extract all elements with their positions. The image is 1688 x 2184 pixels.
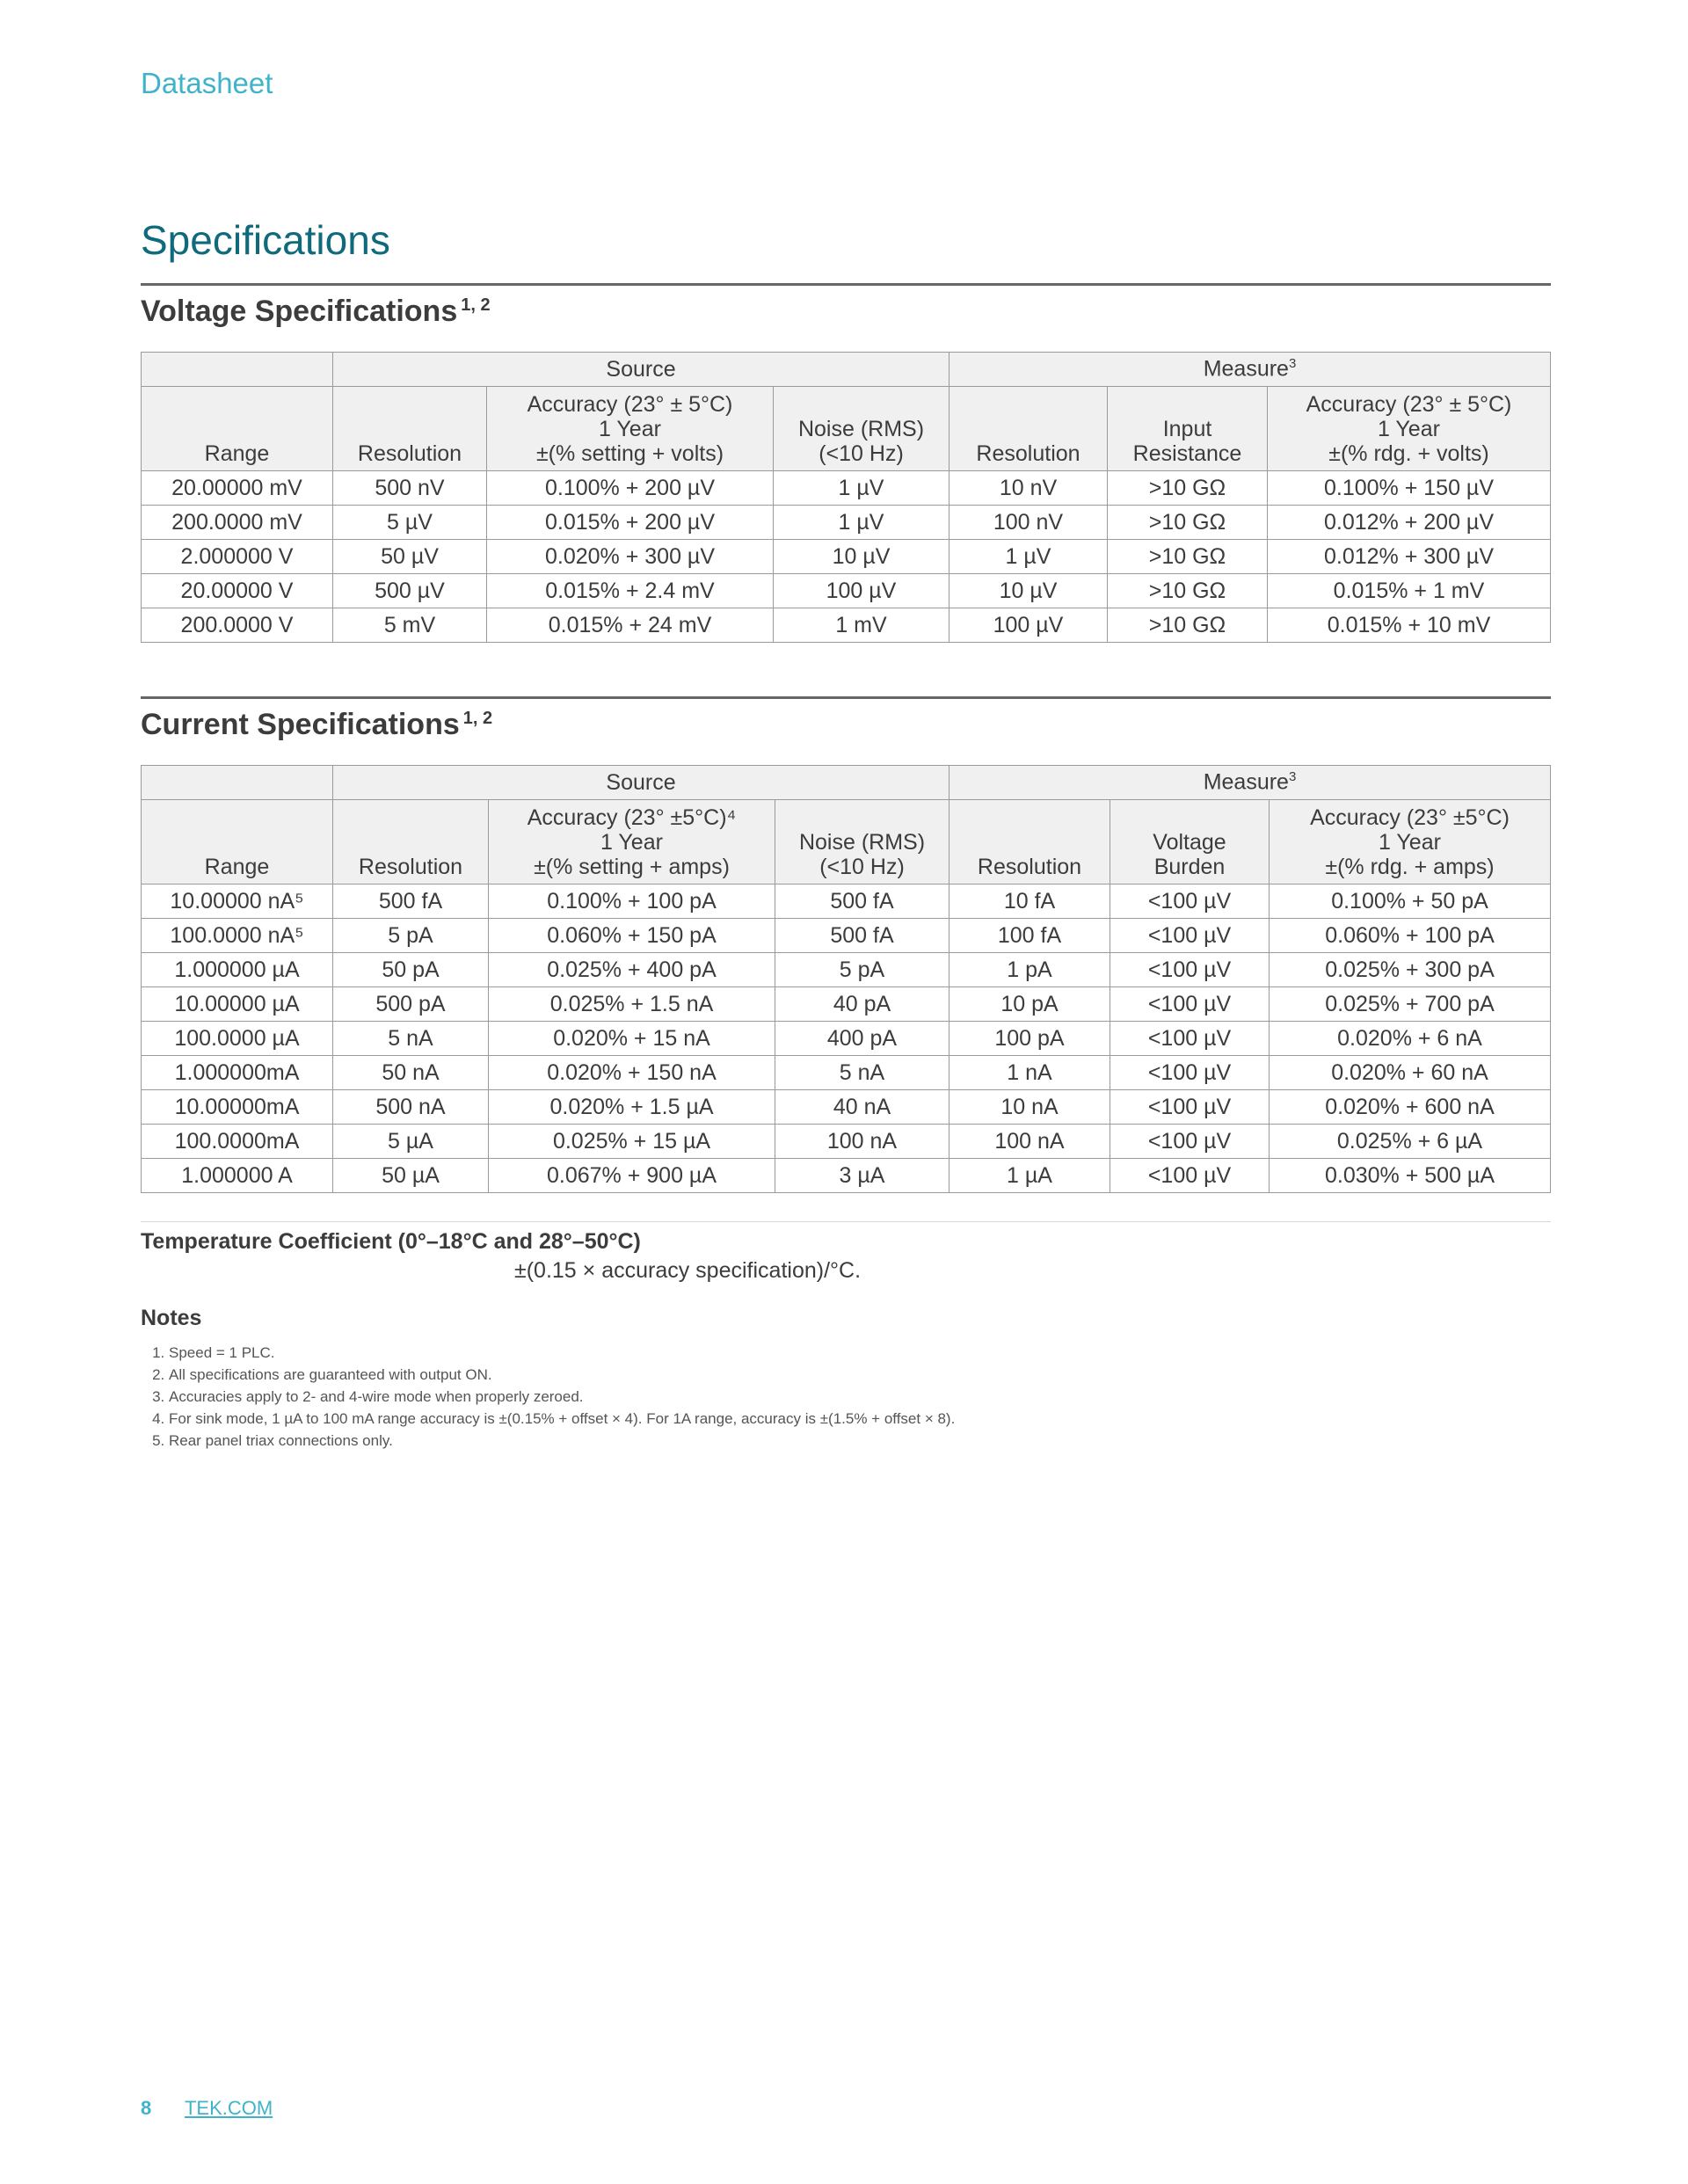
table-cell: 5 µA	[333, 1125, 489, 1159]
voltage-spec-table	[141, 352, 1551, 643]
table-cell: >10 GΩ	[1108, 506, 1268, 540]
table-row	[142, 885, 1551, 919]
table-cell: 100 µV	[774, 574, 950, 608]
table-cell: 1 µA	[950, 1159, 1110, 1193]
empty-header-cell	[142, 766, 333, 800]
source-group-header: Source	[333, 766, 950, 800]
table-cell: <100 µV	[1110, 919, 1270, 953]
current-section-title: Current Specifications $^{1, 2}$	[141, 708, 493, 741]
table-cell: <100 µV	[1110, 1090, 1270, 1125]
table-cell: 0.015% + 24 mV	[487, 608, 774, 643]
column-header: Voltage Burden	[1110, 800, 1270, 885]
table-cell: 100 fA	[950, 919, 1110, 953]
table-cell: 0.020% + 300 µV	[487, 540, 774, 574]
table-cell: <100 µV	[1110, 1022, 1270, 1056]
column-header: Accuracy (23° ± 5°C) 1 Year ±(% rdg. + volts)	[1268, 387, 1551, 471]
table-cell: 1 µV	[950, 540, 1108, 574]
table-cell: 100 nA	[775, 1125, 950, 1159]
table-row	[142, 1056, 1551, 1090]
table-cell: 5 pA	[775, 953, 950, 987]
table-cell: 100 nA	[950, 1125, 1110, 1159]
table-row	[142, 1090, 1551, 1125]
column-header: Accuracy (23° ±5°C) 1 Year ±(% rdg. + amps)	[1270, 800, 1551, 885]
table-cell: 0.060% + 100 pA	[1270, 919, 1551, 953]
table-cell: 100 pA	[950, 1022, 1110, 1056]
table-cell: 200.0000 mV	[142, 506, 333, 540]
table-cell: 1.000000mA	[142, 1056, 333, 1090]
table-cell: 0.020% + 150 nA	[489, 1056, 775, 1090]
note-item: 5. Rear panel triax connections only.	[169, 1430, 1551, 1452]
table-cell: 0.060% + 150 pA	[489, 919, 775, 953]
table-cell: 0.100% + 100 pA	[489, 885, 775, 919]
table-cell: 1.000000 A	[142, 1159, 333, 1193]
table-cell: 3 µA	[775, 1159, 950, 1193]
notes-title: Notes	[141, 1306, 202, 1330]
table-cell: 100.0000 nA⁵	[142, 919, 333, 953]
table-cell: 1 mV	[774, 608, 950, 643]
table-cell: 0.020% + 1.5 µA	[489, 1090, 775, 1125]
column-header: Accuracy (23° ± 5°C) 1 Year ±(% setting + volts)	[487, 387, 774, 471]
table-cell: 0.025% + 1.5 nA	[489, 987, 775, 1022]
column-header: Range	[142, 800, 333, 885]
table-cell: 0.020% + 15 nA	[489, 1022, 775, 1056]
table-row	[142, 919, 1551, 953]
table-cell: 5 nA	[775, 1056, 950, 1090]
table-cell: 0.020% + 6 nA	[1270, 1022, 1551, 1056]
table-cell: 5 mV	[333, 608, 487, 643]
temperature-coefficient-value: ±(0.15 × accuracy specification)/°C.	[514, 1258, 862, 1283]
table-cell: 2.000000 V	[142, 540, 333, 574]
current-section	[141, 696, 1551, 1193]
table-cell: 5 nA	[333, 1022, 489, 1056]
table-cell: 0.030% + 500 µA	[1270, 1159, 1551, 1193]
document-type-label: Datasheet	[141, 67, 273, 99]
table-row	[142, 953, 1551, 987]
column-header: Resolution	[333, 387, 487, 471]
column-header: Resolution	[333, 800, 489, 885]
table-cell: 500 nA	[333, 1090, 489, 1125]
table-cell: >10 GΩ	[1108, 608, 1268, 643]
table-cell: 0.100% + 150 µV	[1268, 471, 1551, 506]
table-cell: 20.00000 V	[142, 574, 333, 608]
column-header: Accuracy (23° ±5°C)⁴ 1 Year ±(% setting + amps)	[489, 800, 775, 885]
table-cell: 10.00000 nA⁵	[142, 885, 333, 919]
note-item: 2. All specifications are guaranteed with output ON.	[169, 1364, 1551, 1386]
table-cell: 1 µV	[774, 471, 950, 506]
source-group-header: Source	[333, 353, 950, 387]
table-cell: <100 µV	[1110, 885, 1270, 919]
table-cell: <100 µV	[1110, 987, 1270, 1022]
table-row	[142, 506, 1551, 540]
table-cell: 0.025% + 15 µA	[489, 1125, 775, 1159]
table-cell: 10 nV	[950, 471, 1108, 506]
section-divider	[141, 696, 1551, 699]
column-header: Resolution	[950, 387, 1108, 471]
section-divider	[141, 283, 1551, 286]
table-cell: 400 pA	[775, 1022, 950, 1056]
table-row	[142, 540, 1551, 574]
table-cell: 10 µV	[774, 540, 950, 574]
footer	[141, 2097, 273, 2120]
notes-list	[141, 1342, 1551, 1452]
table-cell: 500 fA	[333, 885, 489, 919]
table-cell: 500 pA	[333, 987, 489, 1022]
measure-group-header: Measure$^3$	[950, 353, 1551, 387]
table-cell: 50 µV	[333, 540, 487, 574]
table-cell: 0.020% + 600 nA	[1270, 1090, 1551, 1125]
current-spec-table	[141, 765, 1551, 1193]
table-cell: 10.00000 µA	[142, 987, 333, 1022]
table-cell: 500 nV	[333, 471, 487, 506]
table-cell: 100 nV	[950, 506, 1108, 540]
empty-header-cell	[142, 353, 333, 387]
table-cell: 100 µV	[950, 608, 1108, 643]
table-row	[142, 1159, 1551, 1193]
page-number: 8	[141, 2097, 152, 2119]
table-cell: 0.025% + 6 µA	[1270, 1125, 1551, 1159]
table-row	[142, 471, 1551, 506]
table-cell: 10 µV	[950, 574, 1108, 608]
column-header: Resolution	[950, 800, 1110, 885]
table-cell: 500 fA	[775, 885, 950, 919]
table-cell: 0.012% + 300 µV	[1268, 540, 1551, 574]
table-cell: 10 fA	[950, 885, 1110, 919]
table-cell: 0.025% + 700 pA	[1270, 987, 1551, 1022]
table-cell: 50 nA	[333, 1056, 489, 1090]
column-header: Noise (RMS) (<10 Hz)	[775, 800, 950, 885]
table-cell: <100 µV	[1110, 1125, 1270, 1159]
table-cell: 1 µV	[774, 506, 950, 540]
table-cell: 0.020% + 60 nA	[1270, 1056, 1551, 1090]
table-cell: 10 pA	[950, 987, 1110, 1022]
table-cell: 5 pA	[333, 919, 489, 953]
table-cell: 40 nA	[775, 1090, 950, 1125]
column-header: Range	[142, 387, 333, 471]
notes-section	[141, 1306, 1551, 1452]
table-cell: 0.012% + 200 µV	[1268, 506, 1551, 540]
page-title: Specifications	[141, 216, 390, 263]
measure-group-header: Measure$^3$	[950, 766, 1551, 800]
table-cell: 0.100% + 50 pA	[1270, 885, 1551, 919]
table-cell: <100 µV	[1110, 953, 1270, 987]
table-cell: 0.067% + 900 µA	[489, 1159, 775, 1193]
table-row	[142, 608, 1551, 643]
table-cell: 50 pA	[333, 953, 489, 987]
table-cell: 0.025% + 300 pA	[1270, 953, 1551, 987]
table-row	[142, 1125, 1551, 1159]
table-cell: 20.00000 mV	[142, 471, 333, 506]
note-item: 4. For sink mode, 1 µA to 100 mA range accuracy is ±(0.15% + offset × 4). For 1A range, accuracy is ±(1.5% + offset × 8).	[169, 1408, 1551, 1430]
tek-website-link[interactable]: TEK.COM	[184, 2097, 273, 2119]
table-row	[142, 987, 1551, 1022]
table-cell: 200.0000 V	[142, 608, 333, 643]
table-cell: 10 nA	[950, 1090, 1110, 1125]
table-cell: 500 fA	[775, 919, 950, 953]
table-cell: <100 µV	[1110, 1056, 1270, 1090]
table-cell: 500 µV	[333, 574, 487, 608]
column-header: Input Resistance	[1108, 387, 1268, 471]
table-cell: >10 GΩ	[1108, 574, 1268, 608]
table-cell: 5 µV	[333, 506, 487, 540]
table-cell: 0.025% + 400 pA	[489, 953, 775, 987]
table-cell: 10.00000mA	[142, 1090, 333, 1125]
table-cell: 0.015% + 2.4 mV	[487, 574, 774, 608]
table-cell: 0.015% + 200 µV	[487, 506, 774, 540]
table-row	[142, 1022, 1551, 1056]
table-cell: 0.015% + 1 mV	[1268, 574, 1551, 608]
table-cell: 100.0000mA	[142, 1125, 333, 1159]
table-cell: 0.100% + 200 µV	[487, 471, 774, 506]
table-cell: 1 nA	[950, 1056, 1110, 1090]
table-cell: 1.000000 µA	[142, 953, 333, 987]
table-cell: 100.0000 µA	[142, 1022, 333, 1056]
note-item: 3. Accuracies apply to 2- and 4-wire mode when properly zeroed.	[169, 1386, 1551, 1408]
temperature-coefficient	[141, 1221, 1551, 1284]
table-cell: 50 µA	[333, 1159, 489, 1193]
table-row	[142, 574, 1551, 608]
table-cell: <100 µV	[1110, 1159, 1270, 1193]
table-cell: 0.015% + 10 mV	[1268, 608, 1551, 643]
voltage-section	[141, 283, 1551, 643]
voltage-section-title: Voltage Specifications $^{1, 2}$	[141, 295, 491, 328]
table-cell: 1 pA	[950, 953, 1110, 987]
temperature-coefficient-title: Temperature Coefficient (0°–18°C and 28°–50°C)	[141, 1229, 641, 1254]
table-cell: >10 GΩ	[1108, 471, 1268, 506]
column-header: Noise (RMS) (<10 Hz)	[774, 387, 950, 471]
table-cell: 40 pA	[775, 987, 950, 1022]
table-cell: >10 GΩ	[1108, 540, 1268, 574]
note-item: 1. Speed = 1 PLC.	[169, 1342, 1551, 1364]
